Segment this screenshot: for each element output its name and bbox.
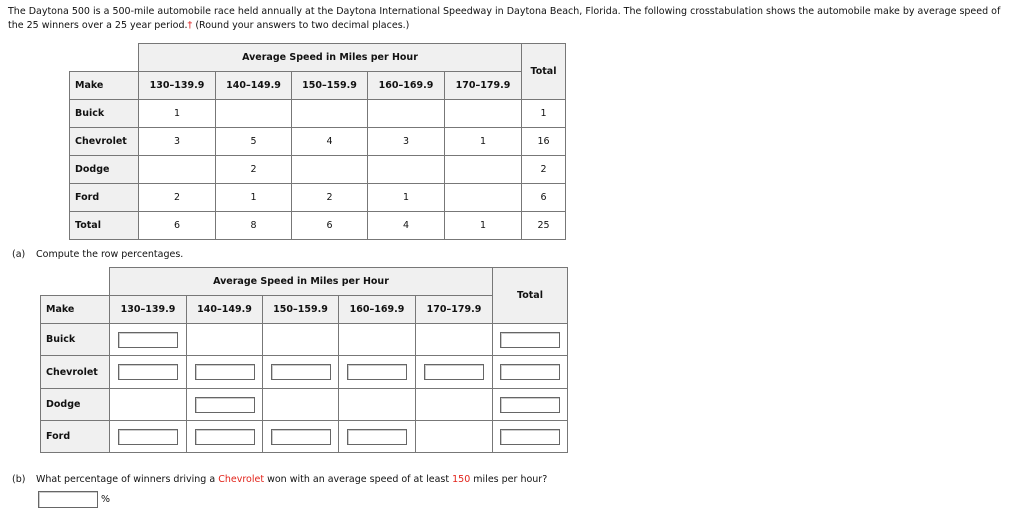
dagger-footnote-link[interactable]: †	[187, 20, 193, 31]
table-row	[70, 184, 566, 212]
row-label: Buick	[41, 324, 110, 356]
row-label: Dodge	[70, 156, 139, 184]
count-cell: 25	[522, 212, 566, 240]
row-label: Dodge	[41, 389, 110, 421]
count-cell	[368, 156, 445, 184]
row-percentages-table	[40, 267, 568, 453]
part-b-answer	[38, 491, 110, 508]
count-cell: 5	[216, 128, 292, 156]
count-cell: 6	[292, 212, 368, 240]
answer-input[interactable]	[271, 364, 331, 380]
answer-input[interactable]	[347, 364, 407, 380]
count-cell: 4	[292, 128, 368, 156]
percent-answer-input[interactable]	[38, 491, 98, 508]
rounding-note: (Round your answers to two decimal places.)	[195, 20, 410, 31]
part-b-prompt	[12, 474, 547, 485]
answer-input[interactable]	[347, 429, 407, 445]
col-header: 150–159.9	[292, 72, 368, 100]
answer-input[interactable]	[118, 332, 178, 348]
count-cell: 4	[368, 212, 445, 240]
row-label: Buick	[70, 100, 139, 128]
row-label: Total	[70, 212, 139, 240]
answer-input[interactable]	[118, 364, 178, 380]
col-header-total: Total	[493, 268, 568, 324]
row-label: Ford	[70, 184, 139, 212]
count-cell	[445, 156, 522, 184]
table-row	[41, 389, 568, 421]
answer-input[interactable]	[500, 332, 560, 348]
col-header: 170–179.9	[416, 296, 493, 324]
answer-input[interactable]	[271, 429, 331, 445]
table-row	[41, 324, 568, 356]
table-row	[41, 421, 568, 453]
count-cell	[292, 156, 368, 184]
answer-input[interactable]	[500, 397, 560, 413]
col-header: 140–149.9	[187, 296, 263, 324]
answer-input[interactable]	[500, 429, 560, 445]
answer-input[interactable]	[195, 429, 255, 445]
table-row	[41, 356, 568, 389]
part-a-question: Compute the row percentages.	[36, 249, 184, 260]
part-b-q1: What percentage of winners driving a	[36, 474, 216, 485]
answer-input[interactable]	[195, 364, 255, 380]
row-header-make: Make	[70, 72, 139, 100]
count-cell: 1	[368, 184, 445, 212]
part-b-label: (b)	[12, 474, 26, 485]
table-row	[70, 128, 566, 156]
problem-intro	[8, 5, 1018, 33]
intro-text: The Daytona 500 is a 500-mile automobile race held annually at the Daytona International Speedway in Daytona Beach, Florida. The following crosstabulation shows the automobile make by average speed of the 25 winners over a 25 year period.	[8, 6, 1001, 31]
count-cell	[292, 100, 368, 128]
col-header: 130–139.9	[139, 72, 216, 100]
count-cell	[445, 184, 522, 212]
answer-input[interactable]	[118, 429, 178, 445]
part-b-q2: won with an average speed of at least	[267, 474, 450, 485]
count-cell	[139, 156, 216, 184]
count-cell: 16	[522, 128, 566, 156]
col-header: 130–139.9	[110, 296, 187, 324]
count-cell: 1	[445, 128, 522, 156]
answer-input[interactable]	[424, 364, 484, 380]
speed-span-header: Average Speed in Miles per Hour	[139, 44, 522, 72]
col-header: 160–169.9	[368, 72, 445, 100]
count-cell: 2	[292, 184, 368, 212]
count-cell	[445, 100, 522, 128]
row-header-make: Make	[41, 296, 110, 324]
table-row	[70, 212, 566, 240]
part-a-prompt	[12, 249, 183, 260]
highlight-speed: 150	[452, 474, 471, 485]
count-cell: 1	[216, 184, 292, 212]
count-cell: 1	[522, 100, 566, 128]
col-header: 150–159.9	[263, 296, 339, 324]
count-cell: 6	[139, 212, 216, 240]
crosstab-table	[69, 43, 566, 240]
count-cell: 1	[139, 100, 216, 128]
count-cell: 3	[368, 128, 445, 156]
count-cell: 8	[216, 212, 292, 240]
col-header: 160–169.9	[339, 296, 416, 324]
speed-span-header: Average Speed in Miles per Hour	[110, 268, 493, 296]
percent-unit: %	[101, 494, 111, 505]
highlight-make: Chevrolet	[218, 474, 265, 485]
count-cell: 2	[522, 156, 566, 184]
count-cell: 3	[139, 128, 216, 156]
answer-input[interactable]	[195, 397, 255, 413]
row-label: Chevrolet	[70, 128, 139, 156]
count-cell	[368, 100, 445, 128]
part-a-label: (a)	[12, 249, 26, 260]
col-header: 140–149.9	[216, 72, 292, 100]
answer-input[interactable]	[500, 364, 560, 380]
col-header: 170–179.9	[445, 72, 522, 100]
corner-cell	[41, 268, 110, 296]
count-cell: 2	[216, 156, 292, 184]
row-label: Chevrolet	[41, 356, 110, 389]
table-row	[70, 100, 566, 128]
count-cell	[216, 100, 292, 128]
row-label: Ford	[41, 421, 110, 453]
count-cell: 6	[522, 184, 566, 212]
table-row	[70, 156, 566, 184]
count-cell: 2	[139, 184, 216, 212]
col-header-total: Total	[522, 44, 566, 100]
count-cell: 1	[445, 212, 522, 240]
corner-cell	[70, 44, 139, 72]
part-b-q3: miles per hour?	[473, 474, 548, 485]
